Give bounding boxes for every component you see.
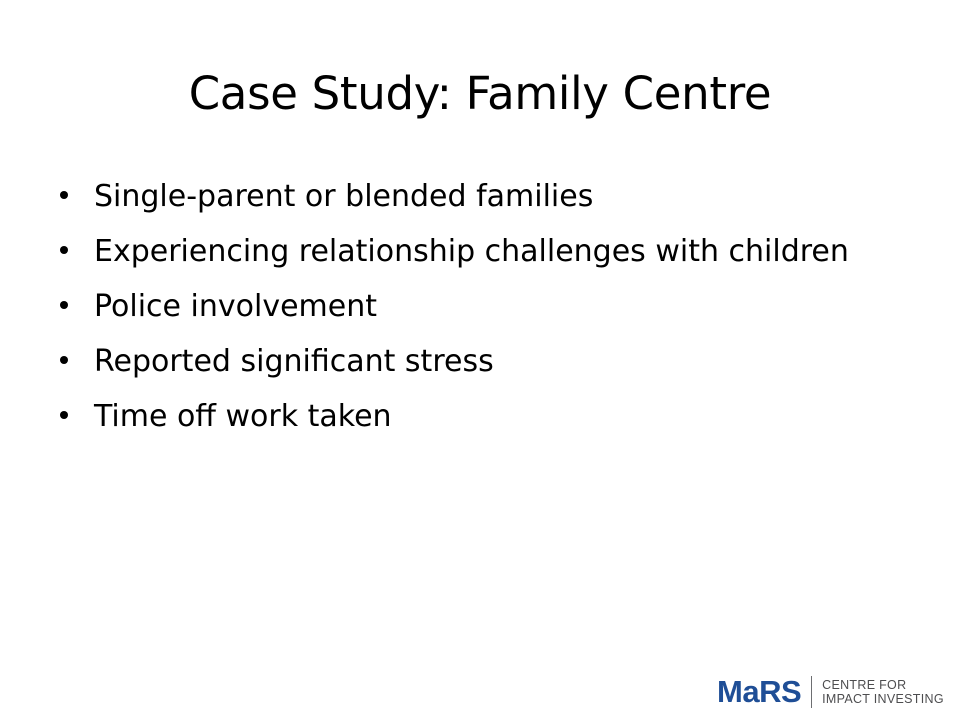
bullet-dot-icon [60, 191, 68, 199]
bullet-item [60, 286, 850, 328]
bullet-item [60, 396, 850, 438]
logo-subtitle-line1: CENTRE FOR [822, 678, 907, 692]
bullet-dot-icon [60, 301, 68, 309]
bullet-item [60, 176, 850, 218]
logo-subtitle-line2: IMPACT INVESTING [822, 692, 944, 706]
bullet-dot-icon [60, 356, 68, 364]
logo-divider [811, 676, 812, 708]
bullet-item [60, 341, 850, 383]
bullet-text: Time off work taken [94, 399, 392, 434]
bullet-dot-icon [60, 411, 68, 419]
logo-wordmark: MaRS [717, 674, 802, 709]
bullet-text: Experiencing relationship challenges with children [94, 234, 849, 269]
bullet-text: Reported significant stress [94, 344, 494, 379]
bullet-text: Police involvement [94, 289, 377, 324]
bullet-item [60, 231, 850, 273]
bullet-dot-icon [60, 246, 68, 254]
slide-title: Case Study: Family Centre [188, 67, 772, 120]
logo-subtitle [822, 678, 944, 706]
bullet-text: Single-parent or blended families [94, 179, 594, 214]
bullet-list [60, 176, 850, 451]
mars-logo [717, 672, 944, 712]
